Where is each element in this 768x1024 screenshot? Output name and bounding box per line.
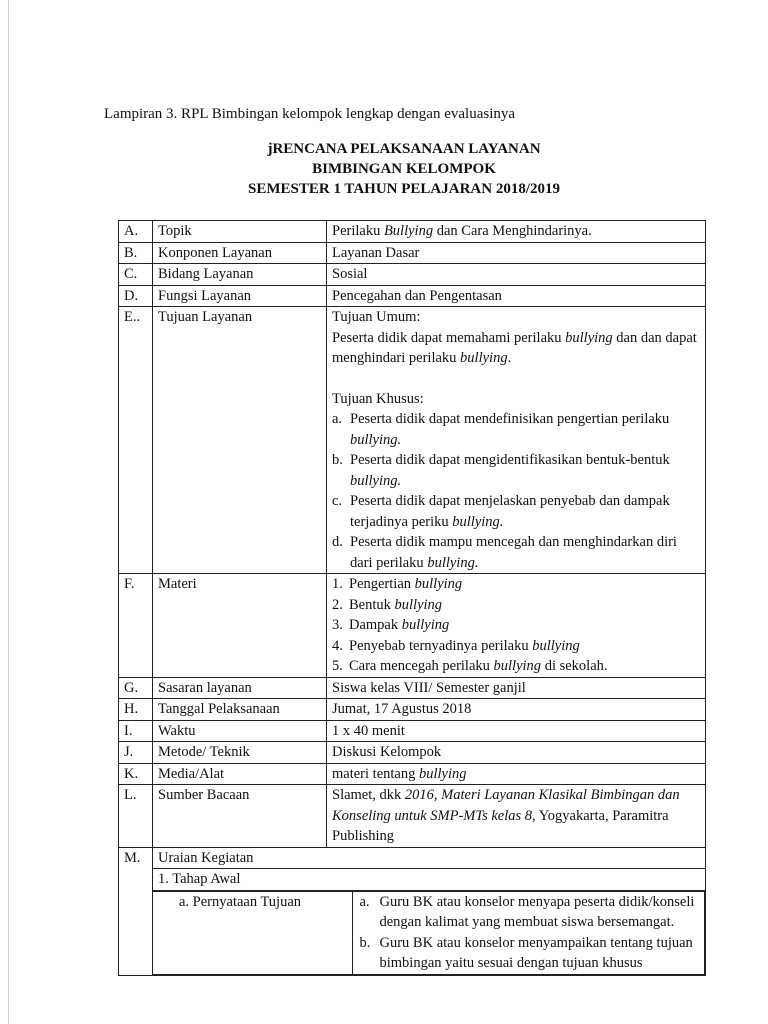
- title-line-2: BIMBINGAN KELOMPOK: [312, 161, 496, 177]
- text: materi tentang: [332, 765, 419, 782]
- row-code: C.: [119, 264, 153, 286]
- text: Guru BK atau konselor menyapa peserta didik/konseli dengan kalimat yang membuat siswa bersemangat.: [379, 893, 695, 930]
- italic-term: bullying: [418, 765, 467, 782]
- row-code: A.: [119, 221, 153, 243]
- row-label: Fungsi Layanan: [153, 285, 327, 307]
- item-number: 1.: [332, 576, 343, 592]
- list-item: [332, 656, 700, 677]
- stage-detail-row: [153, 891, 705, 974]
- row-code: B.: [119, 242, 153, 264]
- row-code: I.: [119, 720, 153, 742]
- uraian-heading: Uraian Kegiatan: [153, 848, 705, 870]
- sub-label: a. Pernyataan Tujuan: [153, 891, 352, 974]
- stage-heading: 1. Tahap Awal: [153, 869, 705, 891]
- text: Peserta didik dapat mendefinisikan pengertian perilaku: [350, 411, 670, 427]
- list-item: [332, 532, 700, 573]
- tujuan-umum-text: [332, 328, 700, 369]
- text: dan dan dapat menghindari perilaku: [332, 329, 697, 366]
- row-value: [327, 307, 706, 574]
- row-code: L.: [119, 785, 153, 848]
- italic-term: bullying: [532, 637, 580, 654]
- uraian-cell: [153, 847, 706, 975]
- item-number: a.: [332, 411, 343, 427]
- row-label: Materi: [153, 574, 327, 678]
- text: .: [507, 350, 512, 366]
- row-topik: [119, 221, 706, 243]
- list-item: [358, 933, 700, 974]
- text: Peserta didik mampu mencegah dan menghindarkan diri dari perilaku: [350, 534, 677, 571]
- row-label: Sasaran layanan: [153, 677, 327, 699]
- page-edge-line: [8, 0, 9, 1024]
- italic-term: bullying.: [350, 431, 402, 448]
- tujuan-khusus-list: [332, 409, 700, 573]
- list-item: [332, 636, 700, 657]
- text: Dampak: [349, 617, 402, 633]
- italic-term: bullying: [460, 350, 508, 366]
- text: , Yogyakarta, Paramitra Publishing: [332, 807, 669, 844]
- list-item: [332, 595, 700, 616]
- italic-term: bullying: [565, 329, 613, 346]
- row-code: D.: [119, 285, 153, 307]
- item-number: 4.: [332, 637, 343, 654]
- italic-term: bullying: [493, 658, 542, 674]
- row-label: Metode/ Teknik: [153, 742, 327, 764]
- italic-reference: 2016, Materi Layanan Klasikal Bimbingan dan Konseling untuk SMP-MTs kelas 8: [332, 787, 680, 824]
- row-code: J.: [119, 742, 153, 764]
- document-title: [104, 139, 704, 199]
- text: Bentuk: [349, 596, 395, 613]
- row-value: [327, 763, 706, 785]
- row-value: Siswa kelas VIII/ Semester ganjil: [327, 677, 706, 699]
- item-number: c.: [332, 493, 343, 509]
- item-number: b.: [332, 452, 343, 468]
- item-number: 3.: [332, 617, 343, 633]
- italic-term: bullying.: [427, 554, 479, 571]
- item-number: d.: [332, 534, 343, 550]
- list-item: [358, 892, 700, 933]
- italic-term: bullying: [394, 596, 443, 613]
- list-item: [332, 615, 700, 636]
- appendix-caption: Lampiran 3. RPL Bimbingan kelompok lengkap dengan evaluasinya: [104, 106, 516, 122]
- row-value: Layanan Dasar: [327, 242, 706, 264]
- row-code: G.: [119, 677, 153, 699]
- item-number: 2.: [332, 596, 343, 613]
- rpl-table: [118, 220, 706, 976]
- row-waktu: [119, 720, 706, 742]
- italic-term: Bullying: [383, 223, 434, 239]
- row-code: F.: [119, 574, 153, 678]
- row-label: Sumber Bacaan: [153, 785, 327, 848]
- row-sumber: [119, 785, 706, 848]
- text: Peserta didik dapat memahami perilaku: [332, 329, 566, 346]
- italic-term: bullying: [414, 576, 463, 592]
- tujuan-khusus-heading: Tujuan Khusus:: [332, 390, 424, 407]
- row-label: Konponen Layanan: [153, 242, 327, 264]
- title-line-1: jRENCANA PELAKSANAAN LAYANAN: [267, 141, 541, 157]
- row-code: E..: [119, 307, 153, 574]
- row-metode: [119, 742, 706, 764]
- text: Pengertian: [349, 576, 415, 592]
- row-value: 1 x 40 menit: [327, 720, 706, 742]
- sub-content: [352, 891, 705, 974]
- list-item: [332, 574, 700, 595]
- tujuan-umum-heading: Tujuan Umum:: [332, 309, 421, 325]
- row-value: Pencegahan dan Pengentasan: [327, 285, 706, 307]
- row-tujuan: [119, 307, 706, 574]
- title-line-3: SEMESTER 1 TAHUN PELAJARAN 2018/2019: [248, 181, 560, 197]
- row-uraian: [119, 847, 706, 975]
- row-fungsi: [119, 285, 706, 307]
- italic-term: bullying: [401, 617, 450, 633]
- item-number: b.: [359, 934, 371, 951]
- row-label: Waktu: [153, 720, 327, 742]
- row-label: Tujuan Layanan: [153, 307, 327, 574]
- row-materi: [119, 574, 706, 678]
- text: Peserta didik dapat mengidentifikasikan bentuk-bentuk: [350, 452, 670, 468]
- text: dan Cara Menghindarinya.: [433, 223, 592, 239]
- list-item: [332, 491, 700, 532]
- row-value: Sosial: [327, 264, 706, 286]
- row-media: [119, 763, 706, 785]
- text: Cara mencegah perilaku: [349, 658, 494, 674]
- row-code: M.: [119, 847, 153, 975]
- row-label: Bidang Layanan: [153, 264, 327, 286]
- row-label: Tanggal Pelaksanaan: [153, 699, 327, 721]
- text: Perilaku: [332, 223, 384, 239]
- italic-term: bullying.: [452, 513, 504, 530]
- row-value: [327, 221, 706, 243]
- row-komponen: [119, 242, 706, 264]
- text: Guru BK atau konselor menyampaikan tentang tujuan bimbingan yaitu sesuai dengan tujuan khusus: [379, 934, 693, 971]
- stage-detail-table: [153, 891, 705, 975]
- row-label: Topik: [153, 221, 327, 243]
- row-value: Diskusi Kelompok: [327, 742, 706, 764]
- row-value: [327, 785, 706, 848]
- item-number: a.: [359, 893, 370, 910]
- row-label: Media/Alat: [153, 763, 327, 785]
- italic-term: bullying.: [350, 472, 402, 489]
- text: Peserta didik dapat menjelaskan penyebab dan dampak terjadinya periku: [350, 493, 670, 530]
- text: Slamet, dkk: [332, 787, 405, 803]
- item-number: 5.: [332, 658, 343, 674]
- text: Penyebab ternyadinya perilaku: [349, 637, 533, 654]
- materi-list: [332, 574, 700, 677]
- row-value: [327, 574, 706, 678]
- row-bidang: [119, 264, 706, 286]
- row-code: K.: [119, 763, 153, 785]
- list-item: [332, 450, 700, 491]
- text: di sekolah.: [541, 658, 608, 674]
- row-code: H.: [119, 699, 153, 721]
- row-value: Jumat, 17 Agustus 2018: [327, 699, 706, 721]
- row-sasaran: [119, 677, 706, 699]
- row-tanggal: [119, 699, 706, 721]
- list-item: [332, 409, 700, 450]
